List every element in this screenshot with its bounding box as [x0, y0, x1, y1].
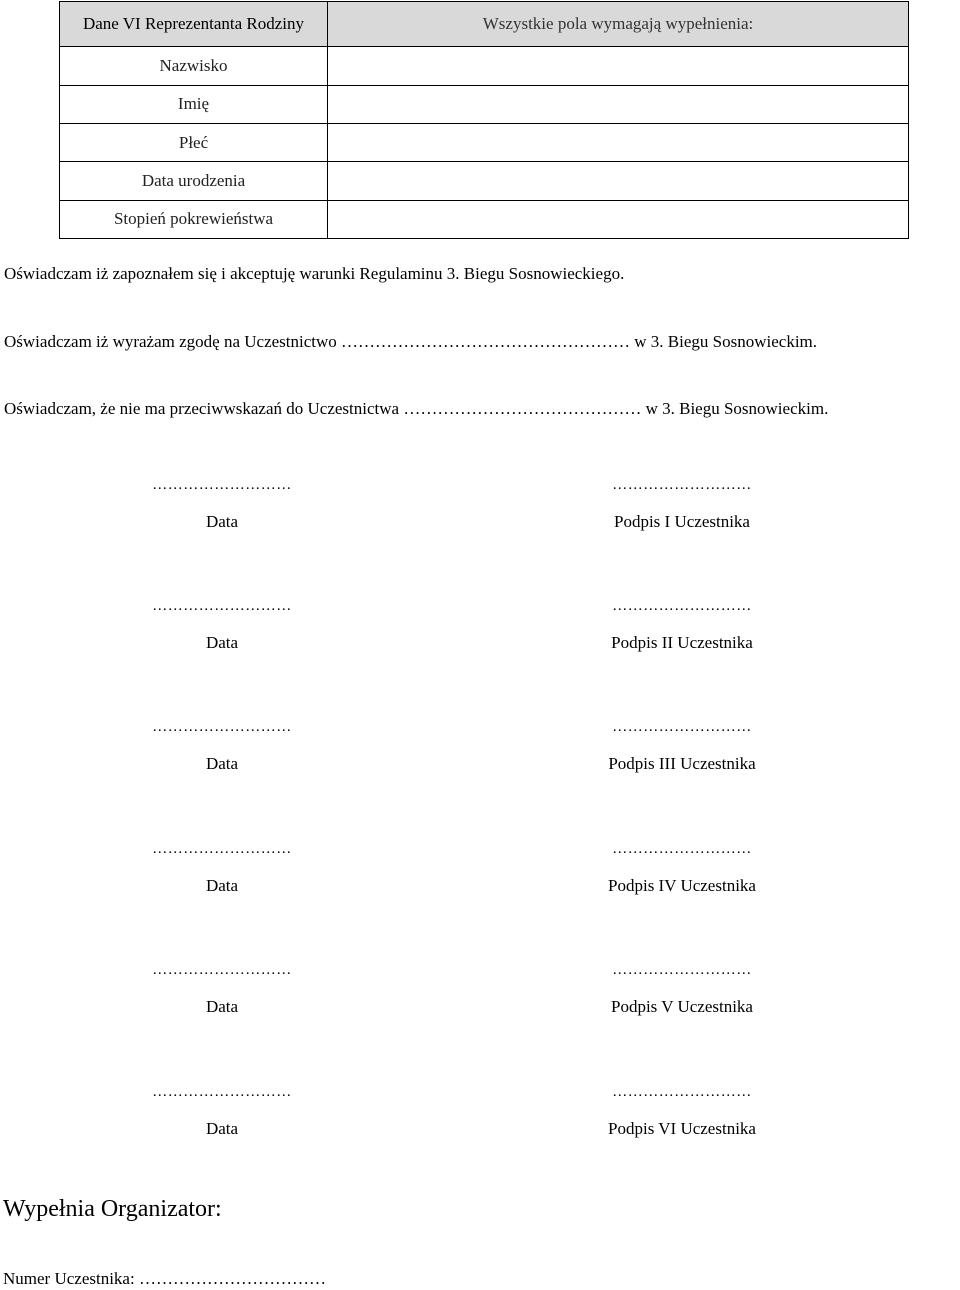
statement-no-contraindications: [4, 398, 828, 420]
date-line[interactable]: ………………………: [152, 719, 292, 735]
form-row-sex: [60, 124, 909, 162]
signature-row-2: [0, 598, 960, 658]
statement-consent: [4, 331, 817, 353]
signature-label: Podpis V Uczestnika: [611, 997, 753, 1016]
signature-label: Podpis I Uczestnika: [614, 512, 750, 531]
date-label: Data: [205, 633, 239, 652]
date-label: Data: [205, 997, 239, 1016]
participant-number-dots[interactable]: ……………………………: [138, 1269, 326, 1288]
form-row-first-name: [60, 85, 909, 123]
date-block: [122, 962, 322, 1018]
date-line[interactable]: ………………………: [152, 1084, 292, 1100]
signature-block: [572, 598, 792, 654]
signature-row-6: [0, 1084, 960, 1144]
statement-health-suffix: w 3. Biegu Sosnowieckim.: [645, 399, 829, 418]
signature-line[interactable]: ………………………: [612, 719, 752, 735]
form-row-birth-date: [60, 162, 909, 200]
field-value-birth-date[interactable]: [328, 162, 909, 200]
date-line[interactable]: ………………………: [152, 598, 292, 614]
signature-label: Podpis II Uczestnika: [611, 633, 753, 652]
signature-line[interactable]: ………………………: [612, 598, 752, 614]
field-label-birth-date: Data urodzenia: [60, 162, 328, 200]
signature-row-1: [0, 477, 960, 537]
date-block: [122, 719, 322, 775]
form-row-surname: [60, 47, 909, 85]
field-label-surname: Nazwisko: [60, 47, 328, 85]
date-label: Data: [205, 1119, 239, 1138]
date-block: [122, 598, 322, 654]
statement-consent-suffix: w 3. Biegu Sosnowieckim.: [634, 332, 818, 351]
signature-label: Podpis III Uczestnika: [608, 754, 756, 773]
form-row-kinship: [60, 200, 909, 238]
date-label: Data: [205, 754, 239, 773]
participant-number: [3, 1268, 326, 1290]
field-value-surname[interactable]: [328, 47, 909, 85]
field-value-kinship[interactable]: [328, 200, 909, 238]
signature-block: [572, 1084, 792, 1140]
organizer-section-title: Wypełnia Organizator:: [3, 1196, 222, 1222]
participant-number-label: Numer Uczestnika:: [3, 1269, 135, 1288]
signature-row-4: [0, 841, 960, 901]
date-block: [122, 477, 322, 533]
form-header-right: Wszystkie pola wymagają wypełnienia:: [328, 2, 909, 47]
signature-block: [572, 962, 792, 1018]
statement-consent-text: Oświadczam iż wyrażam zgodę na Uczestnictwo: [4, 332, 337, 351]
statement-regulations: Oświadczam iż zapoznałem się i akceptuję warunki Regulaminu 3. Biegu Sosnowieckiego.: [4, 264, 625, 283]
signature-line[interactable]: ………………………: [612, 962, 752, 978]
date-label: Data: [205, 876, 239, 895]
date-line[interactable]: ………………………: [152, 477, 292, 493]
signature-line[interactable]: ………………………: [612, 477, 752, 493]
date-line[interactable]: ………………………: [152, 841, 292, 857]
signature-label: Podpis VI Uczestnika: [608, 1119, 756, 1138]
field-label-kinship: Stopień pokrewieństwa: [60, 200, 328, 238]
signature-line[interactable]: ………………………: [612, 1084, 752, 1100]
signature-line[interactable]: ………………………: [612, 841, 752, 857]
statement-health-text: Oświadczam, że nie ma przeciwwskazań do Uczestnictwa: [4, 399, 400, 418]
field-label-sex: Płeć: [60, 124, 328, 162]
date-line[interactable]: ………………………: [152, 962, 292, 978]
date-block: [122, 1084, 322, 1140]
date-label: Data: [205, 512, 239, 531]
statement-health-dots[interactable]: ……………………………………: [403, 399, 642, 418]
signature-row-5: [0, 962, 960, 1022]
form-header-row: [60, 2, 909, 47]
field-value-first-name[interactable]: [328, 85, 909, 123]
field-value-sex[interactable]: [328, 124, 909, 162]
statement-consent-dots[interactable]: ……………………………………………: [341, 332, 631, 351]
signature-block: [572, 841, 792, 897]
date-block: [122, 841, 322, 897]
signature-block: [572, 719, 792, 775]
field-label-first-name: Imię: [60, 85, 328, 123]
signature-label: Podpis IV Uczestnika: [608, 876, 756, 895]
signature-row-3: [0, 719, 960, 779]
representative-form-table: [59, 1, 909, 239]
form-header-left: Dane VI Reprezentanta Rodziny: [60, 2, 328, 47]
signature-block: [572, 477, 792, 533]
